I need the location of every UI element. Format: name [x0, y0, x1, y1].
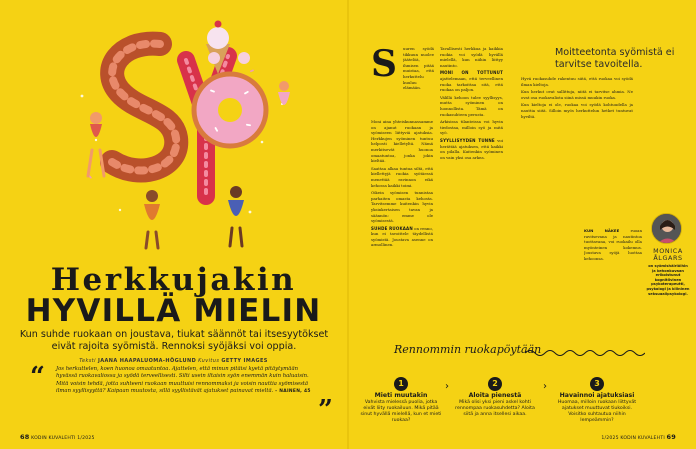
- reader-quote: [56, 366, 314, 395]
- subhead: SYYLLISYYDEN TUNNE: [440, 137, 495, 143]
- body-paragraph: Hyvä ruokasuhde rakentuu siitä, että ruokaa voi syödä ilman kieltoja.: [521, 76, 633, 87]
- subhead: SUHDE RUOKAAN: [371, 225, 413, 231]
- tip-text: Mikä olisi yksi pieni askel kohti rennompaa ruokasuhdetta? Aloita siitä ja anna itsellesi aikaa.: [455, 400, 535, 417]
- body-column-1: [371, 119, 433, 250]
- body-column-3-end: [584, 228, 642, 262]
- arrow-right-icon: ›: [445, 381, 449, 392]
- subhead-text: voi herättää ajatuksen, että kaikki on pilalla. Kuitenkin syöminen on vain yksi osa arkea.: [440, 137, 503, 160]
- article-title-line2: HYVILLÄ MIELIN: [25, 293, 322, 329]
- page-number-left: 68: [20, 433, 30, 441]
- subhead: KUN NÄKEE: [584, 228, 620, 233]
- reader-quote-author: – NAINEN, 45: [274, 388, 311, 394]
- pull-quote: Moitteetonta syömistä ei tarvitse tavoitella.: [555, 47, 675, 70]
- footer-magazine-left: KODIN KUVALEHTI: [31, 436, 76, 441]
- figure-center: [144, 190, 160, 248]
- footer-right: [601, 433, 676, 441]
- footer-left: [20, 433, 95, 441]
- subhead-text: on renno, kun ei tavoittele täydellistä syömistä. Joustava asenne on armollinen.: [371, 225, 433, 248]
- body-intro: uuren syödä tikkuun nuolee jäätelöä, ihmisen pitää muistaa, että herkuttelu kuuluu elämään.: [403, 46, 434, 91]
- footer-issue-right: 1/2025: [601, 436, 619, 441]
- body-paragraph: Kun kieltoja ei ole, ruokaa voi syödä kohtuudella ja nauttia siitä. Silloin myös herkuttelun hetket tuntuvat hyviltä.: [521, 102, 633, 119]
- donut-shape: [194, 74, 266, 146]
- tips-section-title: Rennommin ruokapöytään: [394, 343, 542, 356]
- body-column-2: [440, 46, 503, 162]
- subhead: MONI ON TOTTUNUT: [440, 70, 503, 76]
- footer-magazine-right: KODIN KUVALEHTI: [620, 436, 665, 441]
- credit-photo-label: Kuvitus: [198, 358, 220, 364]
- tip-title: Mieti muutakin: [374, 392, 428, 399]
- body-paragraph: Tavallisesti herkkua ja kaikkia ruokia voi syödä hyvällä mielellä, kun niihin liittyy nautinto.: [440, 46, 503, 68]
- body-paragraph-with-subhead: [371, 226, 433, 248]
- page-number-right: 69: [666, 433, 676, 441]
- credit-text-label: Teksti: [79, 358, 96, 364]
- tip-title: Aloita pienestä: [468, 392, 522, 399]
- credit-author: JAANA HAAPALUOMA-HÖGLUND: [97, 358, 197, 364]
- body-paragraph: Kun herkut ovat sallittuja, niitä ei tarvitse ahmia. Ne ovat osa ruokavaliota siinä missä muukin ruoka.: [521, 89, 633, 100]
- quote-close-icon: ”: [318, 395, 333, 425]
- expert-avatar: [651, 213, 682, 244]
- article-lead: Kun suhde ruokaan on joustava, tiukat säännöt tai itsesyytökset eivät rajoita syömistä. Rennoksi syöjäksi voi oppia.: [19, 329, 329, 352]
- body-paragraph: Moni aina yhteiskunnassamme on ajanut ruokaan ja syömiseen liittyviä ajatuksia. Herkkujen syöminen tuntuu helposti kielletyltä. Nämä merkitsevät huonoa omaatuntoa, jonka jokin kieltää.: [371, 119, 433, 164]
- body-paragraph: Oikein syömisen tunnistaa parhaiten omasta kehosta. Tarvitsemme kuitenkin hyvin yksinkertaisen tavan ja säännön: emme ole syömisestä.: [371, 190, 433, 224]
- left-page: [0, 0, 347, 449]
- letter-s-shape: [112, 44, 176, 171]
- expert-name: [646, 248, 690, 262]
- body-paragraph-with-subhead: [440, 70, 503, 92]
- expert-first-name: MONICA: [653, 247, 683, 255]
- article-credits: [0, 358, 347, 364]
- body-paragraph: Välillä kehoon tulee syyllisyys, mutta syöminen on luonnollista. Tämä on ruokasuhteen perusta.: [440, 94, 503, 117]
- umlaut-dot: [238, 52, 250, 64]
- tip-step: [453, 371, 537, 418]
- arrow-right-icon: ›: [543, 381, 547, 392]
- article-title-line1: Herkkujakin: [50, 262, 297, 298]
- subhead-text: ruoan ravitsevana ja nautintoa tuottavana, voi ruokailu olla myönteinen kokemus. Joustava syöjä luottaa kehoonsa.: [584, 228, 642, 261]
- body-paragraph-with-subhead: [440, 138, 503, 160]
- expert-description: on syömishäiriöihin ja kehonkuvaan erikoistunut kognitiivinen psykoterapeutti, psykologi ja kliininen seksuaalipsykologi.: [646, 264, 690, 296]
- tip-number: 2: [488, 377, 502, 391]
- quote-open-icon: “: [30, 362, 45, 392]
- umlaut-dot: [208, 52, 220, 64]
- tip-step: [555, 371, 639, 424]
- tip-text: Huomaa, milloin ruokaan liittyvät ajatukset muuttuvat tiukoiksi. Voisitko suhtautua niihin lempeämmin?: [557, 400, 637, 423]
- reader-quote-text: Jos herkuttelen, koen huonoa omaatuntoa. Ajattelen, että minun pitäisi kyetä pitäytymään hyvässä ruokavaliossa ja syödä terveellisesti. Silti usein iltaisin syön enemmän kuin haluaisin. Mitä voisin tehdä, jotta suhteeni ruokaan muuttuisi rennommaksi ja voisin nauttia syömisestä ilman syyllisyyttä? Kaipaan muutosta, sillä syyllistävät ajatukset painavat mieltä.: [56, 366, 309, 394]
- drop-cap: S: [371, 43, 397, 85]
- tip-step: [359, 371, 443, 424]
- body-column-3: [521, 76, 633, 121]
- figure-left: [88, 112, 104, 176]
- body-paragraph: Arkisissa tilanteissa voi hyvin tiedostaa, milloin syö ja mitä syö.: [440, 119, 503, 136]
- credit-photographer: GETTY IMAGES: [221, 358, 268, 364]
- tip-text: Vahvista mielessä puolia, jotka eivät liity ruokailuun. Mikä pitää sinut hyvällä mielellä, kun et mieti ruokaa?: [360, 400, 442, 423]
- body-paragraph: Saattaa alkaa tuntua siltä, että kiellettyjä ruokia syötäessä menettää ravinnon eikä kehossa kaikki toimi.: [371, 165, 433, 188]
- tip-title: Havainnoi ajatuksiasi: [559, 392, 635, 399]
- food-illustration: [0, 0, 347, 250]
- tip-number: 3: [590, 377, 604, 391]
- figure-right: [228, 186, 244, 246]
- footer-issue-left: 1/2025: [77, 436, 95, 441]
- tip-number: 1: [394, 377, 408, 391]
- expert-last-name: ÅLGARS: [653, 254, 683, 263]
- subhead-text: ajattelemaan, että terveellinen ruoka tarkoittaa sitä, että ruokaa on paljon.: [440, 75, 503, 93]
- figure-top-right: [278, 81, 290, 105]
- squiggle-icon: [525, 348, 645, 358]
